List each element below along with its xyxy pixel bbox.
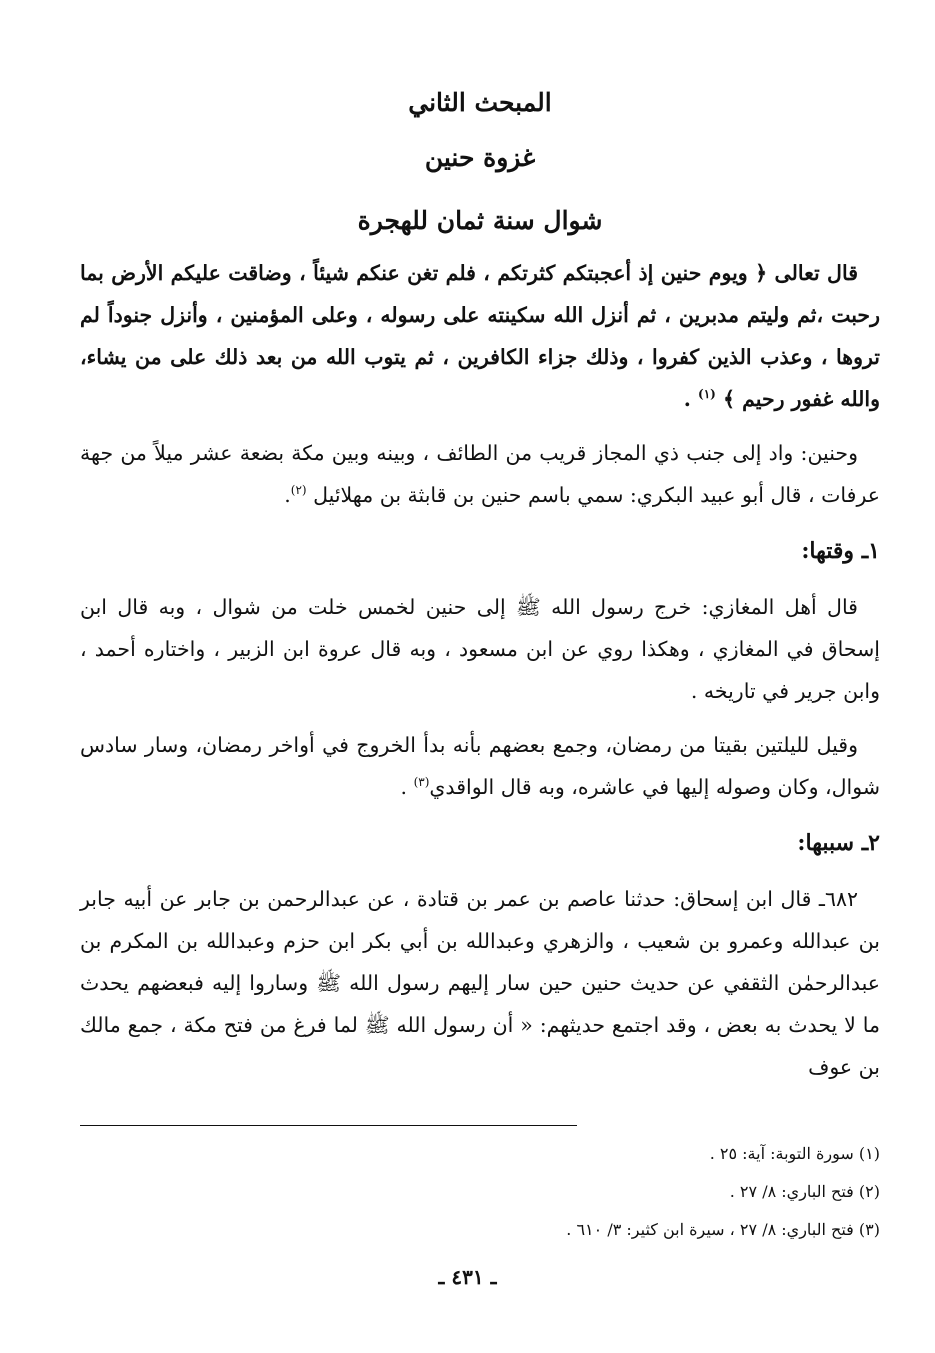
cause-paragraph: ٦٨٢ـ قال ابن إسحاق: حدثنا عاصم بن عمر بن قتادة ، عن عبدالرحمن بن جابر عن أبيه جابر بن عبدالله وعمرو بن شعيب ، والزهري وعبدالله بن أبي بكر ابن حزم وعبدالله بن المكرم بن عبدالرحمٰن الثقفي عن حديث حنين حين سار إليهم رسول الله ﷺ وساروا إليه فبعضهم يحدث ما لا يحدث به بعض ، وقد اجتمع حديثهم: « أن رسول الله ﷺ لما فرغ من فتح مكة ، جمع مالك بن عوف <box>80 887 880 1079</box>
footnotes <box>80 1135 880 1249</box>
footnote-ref-2: (٢) <box>290 483 307 498</box>
heading-cause: ٢ـ سببها: <box>797 830 880 856</box>
hunayn-end: . <box>284 483 291 507</box>
quran-end: . <box>683 387 691 411</box>
time-paragraph-1: قال أهل المغازي: خرج رسول الله ﷺ إلى حنين لخمس خلت من شوال ، وبه قال ابن إسحاق في المغازي ، وهكذا روي عن ابن مسعود ، وبه قال عروة ابن الزبير ، واختاره أحمد ، وابن جرير في تاريخه . <box>80 595 880 703</box>
hunayn-paragraph <box>80 432 880 516</box>
time-end-2: . <box>400 775 408 799</box>
footnote-ref-1: (١) <box>698 387 716 402</box>
footnote-divider <box>80 1125 577 1126</box>
footnote-3: (٣) فتح الباري: ٨/ ٢٧ ، سيرة ابن كثير: ٣/ ٦١٠ . <box>566 1220 880 1239</box>
quran-intro: قال تعالى <box>774 261 858 285</box>
battle-title: غزوة حنين <box>424 143 536 172</box>
page-number: ـ ٤٣١ ـ <box>438 1265 497 1289</box>
time-paragraph-2 <box>80 724 880 808</box>
section-title: المبحث الثاني <box>408 88 552 117</box>
footnote-ref-3: (٣) <box>413 775 430 790</box>
footnote-2: (٢) فتح الباري: ٨/ ٢٧ . <box>729 1182 880 1201</box>
quran-paragraph <box>80 252 880 420</box>
footnote-1: (١) سورة التوبة: آية: ٢٥ . <box>709 1144 880 1163</box>
hunayn-text: وحنين: واد إلى جنب ذي المجاز قريب من الطائف ، وبينه وبين مكة بضعة عشر ميلاً من جهة عرفات ، قال أبو عبيد البكري: سمي باسم حنين بن قابثة بن مهلائيل <box>80 441 880 507</box>
quran-verse: ﴿ ويوم حنين إذ أعجبتكم كثرتكم ، فلم تغن عنكم شيئاً ، وضاقت عليكم الأرض بما رحبت ،ثم وليتم مدبرين ، ثم أنزل الله سكينته على رسوله ، وعلى المؤمنين ، وأنزل جنوداً لم تروها ، وعذب الذين كفروا ، وذلك جزاء الكافرين ، ثم يتوب الله من بعد ذلك على من يشاء، والله غفور رحيم ﴾ <box>80 261 880 411</box>
time-text-2: وقيل لليلتين بقيتا من رمضان، وجمع بعضهم بأنه بدأ الخروج في أواخر رمضان، وسار سادس شوال، وكان وصوله إليها في عاشره، وبه قال الواقدي <box>80 733 880 799</box>
page-body <box>80 80 880 1088</box>
heading-time: ١ـ وقتها: <box>801 538 880 564</box>
date-title: شوال سنة ثمان للهجرة <box>357 206 603 235</box>
